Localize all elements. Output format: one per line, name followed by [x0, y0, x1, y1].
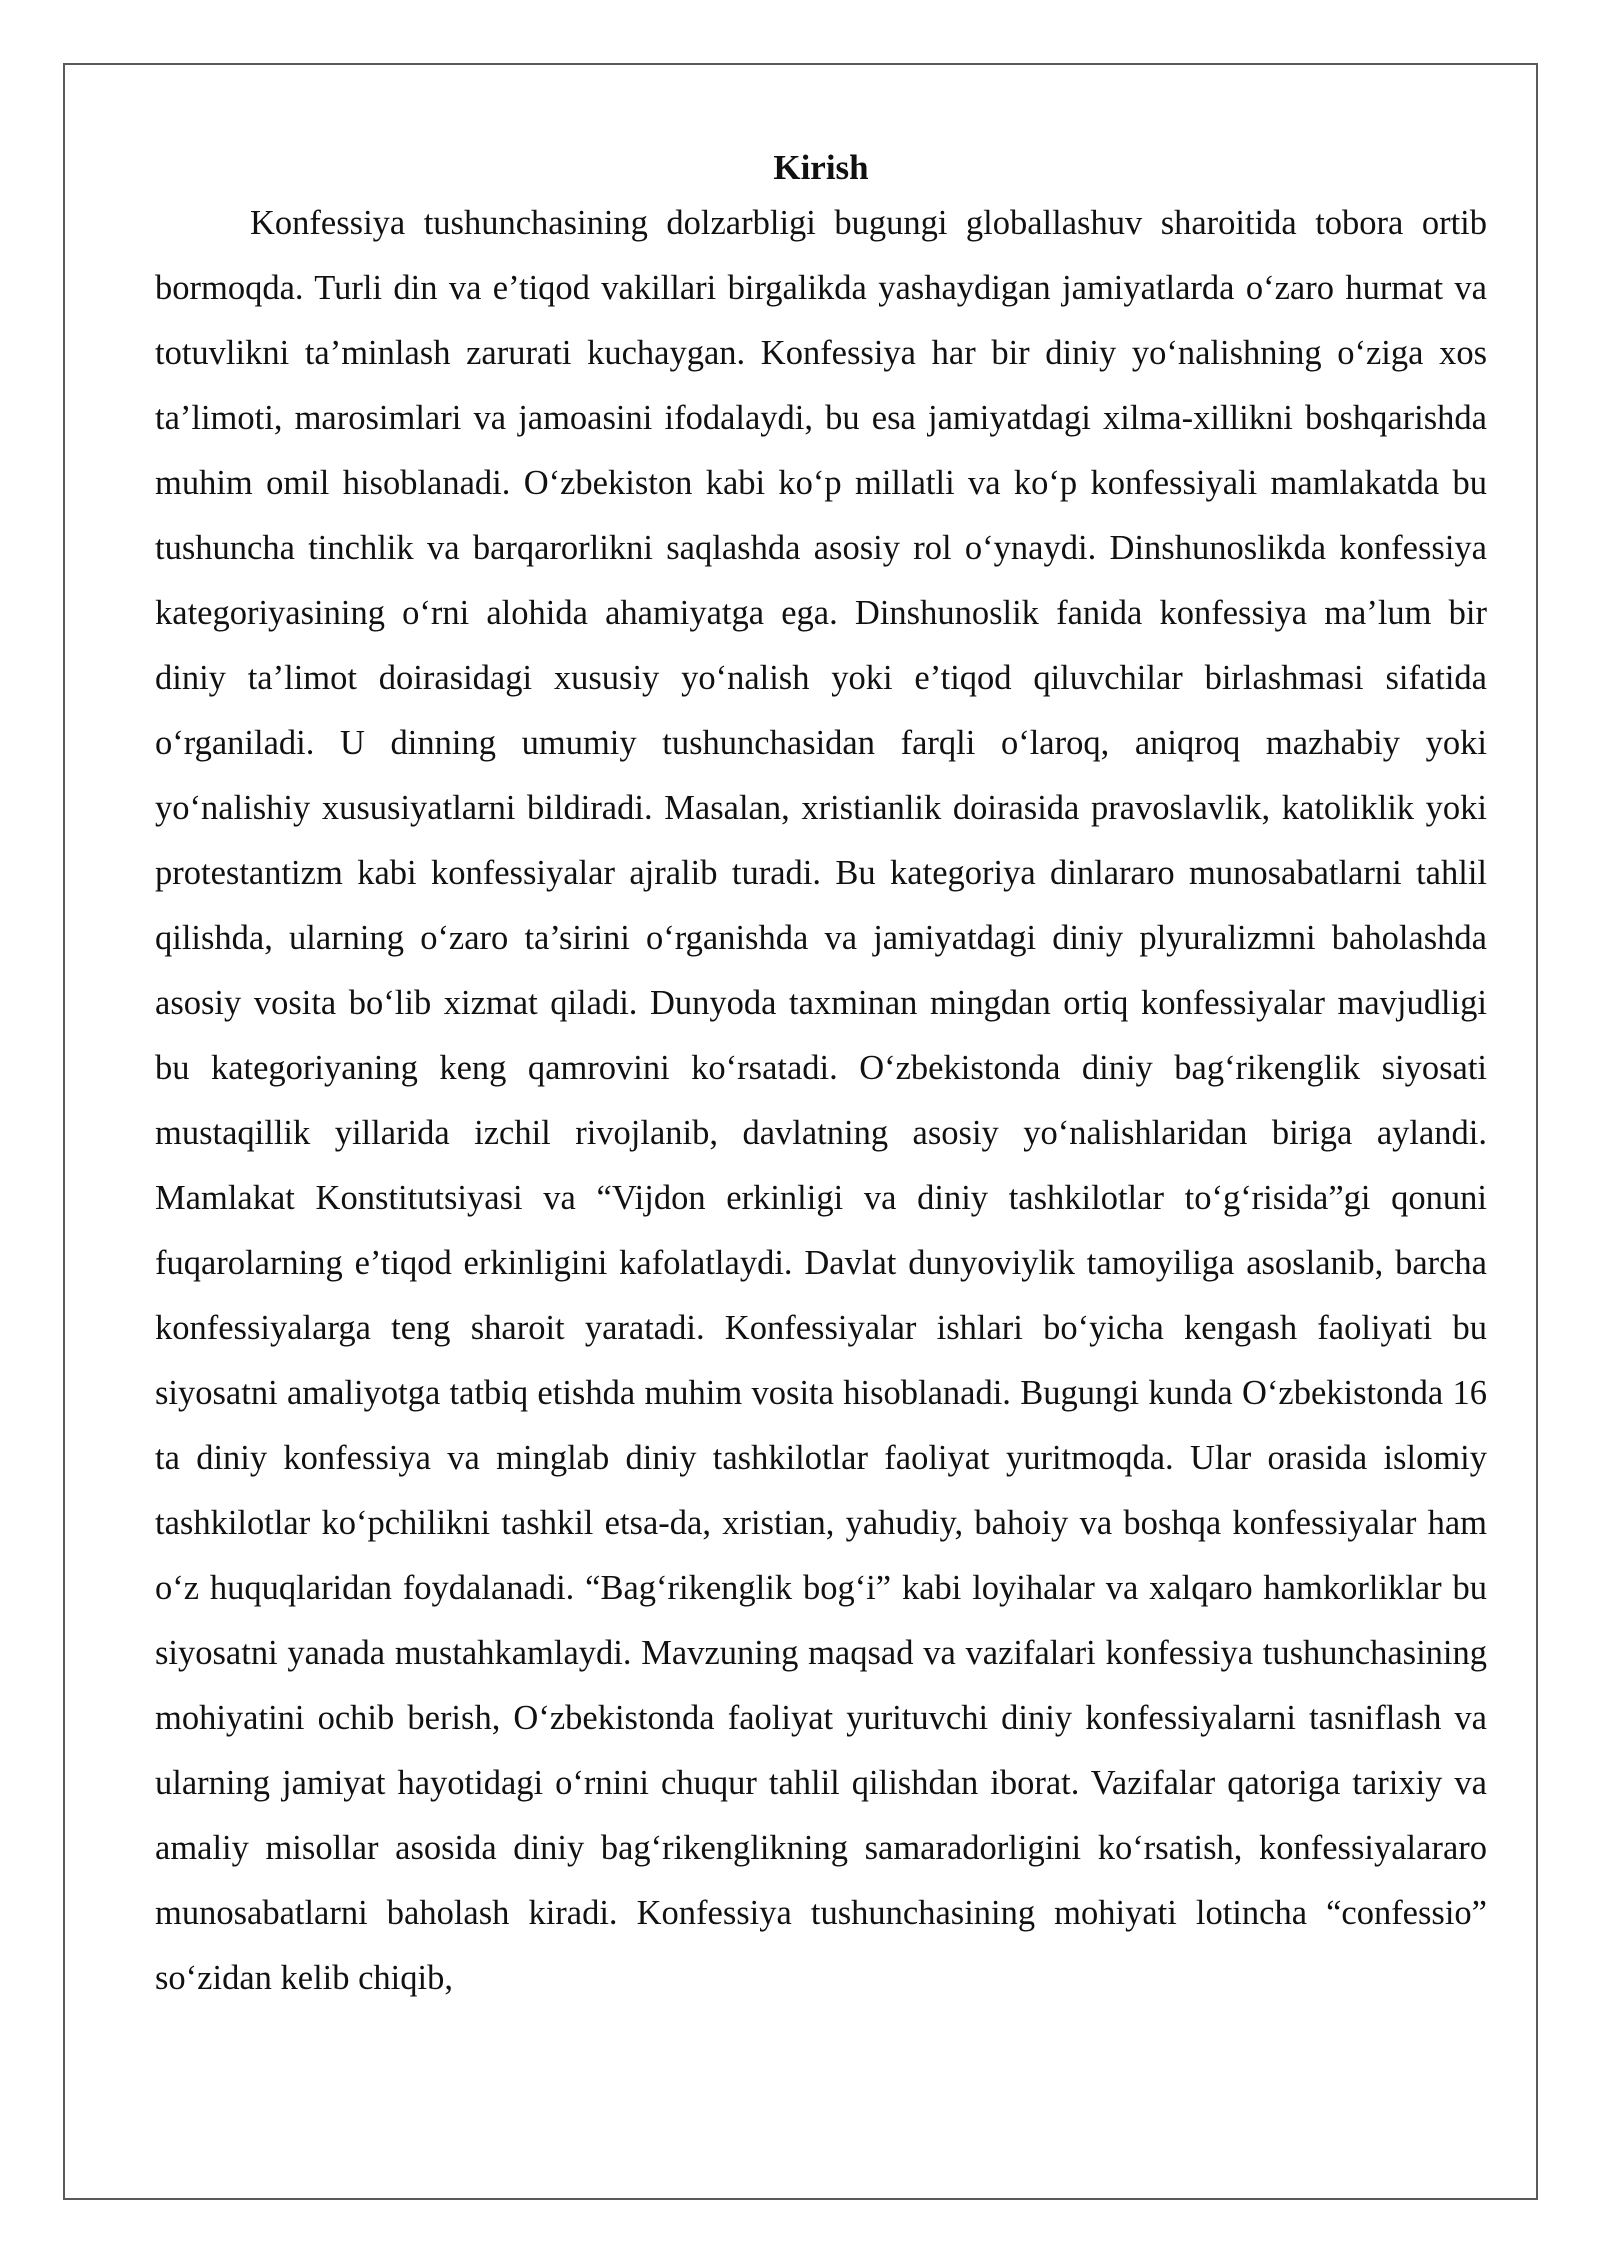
page-title: Kirish: [773, 148, 869, 187]
body-paragraph: Konfessiya tushunchasining dolzarbligi bugungi globallashuv sharoitida tobora ortib bormoqda. Turli din va e’tiqod vakillari birgalikda yashaydigan jamiyatlarda o‘zaro hurmat va totuvlikni ta’minlash zarurati kuchaygan. Konfessiya har bir diniy yo‘nalishning o‘ziga xos ta’limoti, marosimlari va jamoasini ifodalaydi, bu esa jamiyatdagi xilma-xillikni boshqarishda muhim omil hisoblanadi. O‘zbekiston kabi ko‘p millatli va ko‘p konfessiyali mamlakatda bu tushuncha tinchlik va barqarorlikni saqlashda asosiy rol o‘ynaydi. Dinshunoslikda konfessiya kategoriyasining o‘rni alohida ahamiyatga ega. Dinshunoslik fanida konfessiya ma’lum bir diniy ta’limot doirasidagi xususiy yo‘nalish yoki e’tiqod qiluvchilar birlashmasi sifatida o‘rganiladi. U dinning umumiy tushunchasidan farqli o‘laroq, aniqroq mazhabiy yoki yo‘nalishiy xususiyatlarni bildiradi. Masalan, xristianlik doirasida pravoslavlik, katoliklik yoki protestantizm kabi konfessiyalar ajralib turadi. Bu kategoriya dinlararo munosabatlarni tahlil qilishda, ularning o‘zaro ta’sirini o‘rganishda va jamiyatdagi diniy plyuralizmni baholashda asosiy vosita bo‘lib xizmat qiladi. Dunyoda taxminan mingdan ortiq konfessiyalar mavjudligi bu kategoriyaning keng qamrovini ko‘rsatadi. O‘zbekistonda diniy bag‘rikenglik siyosati mustaqillik yillarida izchil rivojlanib, davlatning asosiy yo‘nalishlaridan biriga aylandi. Mamlakat Konstitutsiyasi va “Vijdon erkinligi va diniy tashkilotlar to‘g‘risida”gi qonuni fuqarolarning e’tiqod erkinligini kafolatlaydi. Davlat dunyoviylik tamoyiliga asoslanib, barcha konfessiyalarga teng sharoit yaratadi. Konfessiyalar ishlari bo‘yicha kengash faoliyati bu siyosatni amaliyotga tatbiq etishda muhim vosita hisoblanadi. Bugungi kunda O‘zbekistonda 16 ta diniy konfessiya va minglab diniy tashkilotlar faoliyat yuritmoqda. Ular orasida islomiy tashkilotlar ko‘pchilikni tashkil etsa-da, xristian, yahudiy, bahoiy va boshqa konfessiyalar ham o‘z huquqlaridan foydalanadi. “Bag‘rikenglik bog‘i” kabi loyihalar va xalqaro hamkorliklar bu siyosatni yanada mustahkamlaydi. Mavzuning maqsad va vazifalari konfessiya tushunchasining mohiyatini ochib berish, O‘zbekistonda faoliyat yurituvchi diniy konfessiyalarni tasniflash va ularning jamiyat hayotidagi o‘rnini chuqur tahlil qilishdan iborat. Vazifalar qatoriga tarixiy va amaliy misollar asosida diniy bag‘rikenglikning samaradorligini ko‘rsatish, konfessiyalararo munosabatlarni baholash kiradi. Konfessiya tushunchasining mohiyati lotincha “confessio” so‘zidan kelib chiqib,: [155, 204, 1487, 1997]
page-frame: [63, 63, 1538, 2200]
page-content: [155, 145, 1487, 2011]
